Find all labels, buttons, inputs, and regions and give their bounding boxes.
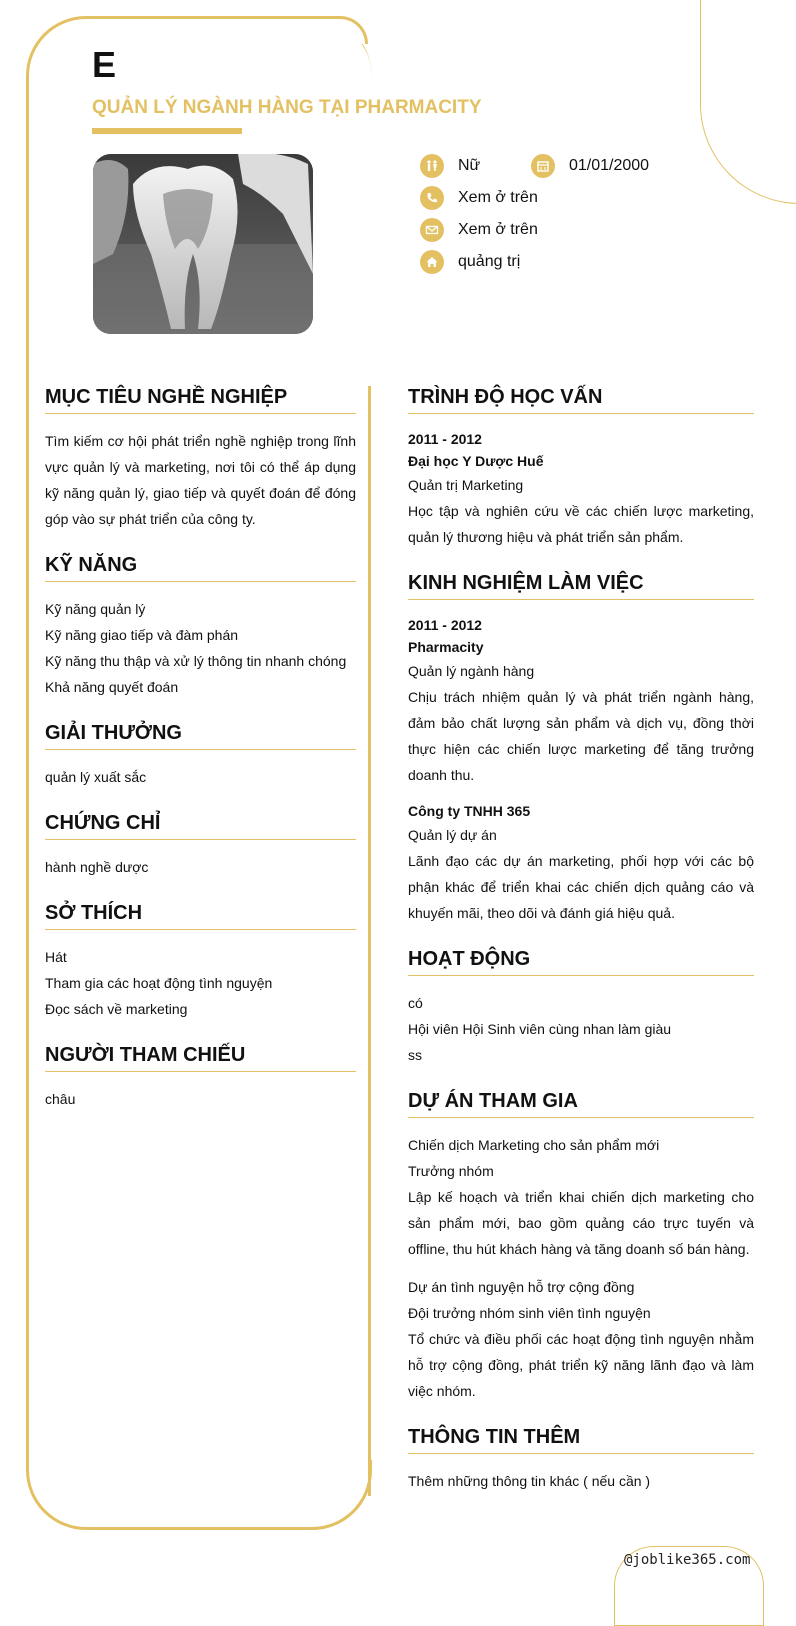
project-desc: Lập kế hoạch và triển khai chiến dịch marketing cho sản phẩm mới, bao gồm quảng cáo trực tuyến và offline, thu hút khách hàng và tăng doanh số bán hàng.: [408, 1189, 754, 1257]
activities-section: [408, 948, 754, 1068]
activity-item: có: [408, 995, 423, 1011]
project-entry: [408, 1132, 754, 1262]
gender-icon: [420, 154, 444, 178]
references-title: NGƯỜI THAM CHIẾU: [45, 1044, 356, 1072]
awards-title: GIẢI THƯỞNG: [45, 722, 356, 750]
project-desc: Tổ chức và điều phối các hoạt động tình nguyện nhằm hỗ trợ cộng đồng, phát triển kỹ năng lãnh đạo và làm việc nhóm.: [408, 1331, 754, 1399]
job-title: QUẢN LÝ NGÀNH HÀNG TẠI PHARMACITY: [92, 97, 482, 118]
phone-text: Xem ở trên: [458, 189, 538, 206]
education-section: [408, 386, 754, 550]
experience-company: Công ty TNHH 365: [408, 803, 531, 819]
email-icon: [420, 218, 444, 242]
experience-entry: [408, 800, 754, 926]
education-school: Đại học Y Dược Huế: [408, 453, 544, 469]
column-divider: [368, 386, 371, 1496]
extra-section: [408, 1426, 754, 1494]
decorative-corner-top: [700, 0, 796, 204]
contact-email: [420, 218, 538, 242]
references-section: [45, 1044, 356, 1112]
objective-section: [45, 386, 356, 532]
reference-item: châu: [45, 1091, 76, 1107]
experience-company: Pharmacity: [408, 639, 484, 655]
experience-role: Quản lý dự án: [408, 827, 497, 843]
education-desc: Học tập và nghiên cứu về các chiến lược marketing, quản lý thương hiệu và phát triển sản phẩm.: [408, 503, 754, 545]
hobby-item: Đọc sách về marketing: [45, 1001, 188, 1017]
address-text: quảng trị: [458, 253, 521, 270]
birthday-text: 01/01/2000: [569, 157, 650, 174]
project-name: Dự án tình nguyện hỗ trợ cộng đồng: [408, 1279, 635, 1295]
right-column: [408, 386, 754, 1516]
projects-title: DỰ ÁN THAM GIA: [408, 1090, 754, 1118]
contact-gender: [420, 154, 480, 178]
education-major: Quản trị Marketing: [408, 477, 524, 493]
extra-text: Thêm những thông tin khác ( nếu cần ): [408, 1473, 651, 1489]
skill-item: Kỹ năng quản lý: [45, 601, 146, 617]
skills-section: [45, 554, 356, 700]
activity-item: Hội viên Hội Sinh viên cùng nhan làm giàu: [408, 1021, 672, 1037]
skill-item: Khả năng quyết đoán: [45, 679, 179, 695]
calendar-icon: [531, 154, 555, 178]
education-date: 2011 - 2012: [408, 431, 482, 447]
contact-birthday: [531, 154, 649, 178]
experience-title: KINH NGHIỆM LÀM VIỆC: [408, 572, 754, 600]
skill-item: Kỹ năng giao tiếp và đàm phán: [45, 627, 239, 643]
objective-title: MỤC TIÊU NGHỀ NGHIỆP: [45, 386, 356, 414]
experience-role: Quản lý ngành hàng: [408, 663, 535, 679]
objective-text: Tìm kiếm cơ hội phát triển nghề nghiệp trong lĩnh vực quản lý và marketing, nơi tôi có thể áp dụng kỹ năng quản lý, giao tiếp và quyết đoán để đóng góp vào sự phát triển của công ty.: [45, 433, 356, 527]
certificates-section: [45, 812, 356, 880]
certificates-title: CHỨNG CHỈ: [45, 812, 356, 840]
experience-desc: Chịu trách nhiệm quản lý và phát triển ngành hàng, đảm bảo chất lượng sản phẩm và dịch vụ, đồng thời thực hiện các chiến lược marketing để tăng trưởng doanh thu.: [408, 689, 754, 783]
projects-section: [408, 1090, 754, 1404]
contact-address: [420, 250, 520, 274]
home-icon: [420, 250, 444, 274]
left-column: [45, 386, 356, 1134]
certificate-item: hành nghề dược: [45, 859, 149, 875]
dental-xray-image: [93, 154, 313, 334]
contact-phone: [420, 186, 538, 210]
project-role: Trưởng nhóm: [408, 1163, 494, 1179]
hobby-item: Tham gia các hoạt động tình nguyện: [45, 975, 273, 991]
gender-text: Nữ: [458, 157, 481, 174]
activities-title: HOẠT ĐỘNG: [408, 948, 754, 976]
title-underline: [92, 128, 242, 134]
education-title: TRÌNH ĐỘ HỌC VẤN: [408, 386, 754, 414]
experience-section: [408, 572, 754, 926]
skill-item: Kỹ năng thu thập và xử lý thông tin nhanh chóng: [45, 653, 347, 669]
awards-section: [45, 722, 356, 790]
hobbies-title: SỞ THÍCH: [45, 902, 356, 930]
project-name: Chiến dịch Marketing cho sản phẩm mới: [408, 1137, 660, 1153]
frame-top-curve: [310, 16, 368, 44]
skills-title: KỸ NĂNG: [45, 554, 356, 582]
experience-desc: Lãnh đạo các dự án marketing, phối hợp với các bộ phận khác để triển khai các chiến dịch quảng cáo và khuyến mãi, theo dõi và đánh giá hiệu quả.: [408, 853, 754, 921]
activity-item: ss: [408, 1047, 422, 1063]
experience-date: 2011 - 2012: [408, 617, 482, 633]
email-text: Xem ở trên: [458, 221, 538, 238]
extra-title: THÔNG TIN THÊM: [408, 1426, 754, 1454]
frame-bottom-curve: [310, 1460, 372, 1530]
hobbies-section: [45, 902, 356, 1022]
hobby-item: Hát: [45, 949, 67, 965]
watermark-text: @joblike365.com: [624, 1552, 751, 1568]
profile-photo: [93, 154, 313, 334]
candidate-name: E: [92, 44, 117, 85]
experience-entry: [408, 614, 754, 788]
project-entry: [408, 1274, 754, 1404]
award-item: quản lý xuất sắc: [45, 769, 147, 785]
project-role: Đội trưởng nhóm sinh viên tình nguyện: [408, 1305, 651, 1321]
phone-icon: [420, 186, 444, 210]
